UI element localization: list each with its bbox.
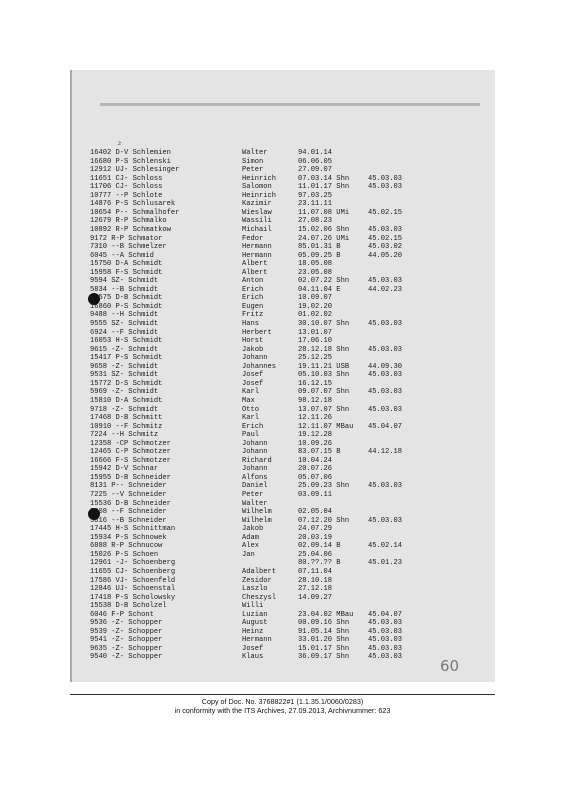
given-name: Karl (242, 414, 260, 423)
date: 44.12.18 (368, 448, 403, 457)
date: 45.03.02 (368, 243, 403, 252)
given-name: Walter (242, 499, 268, 508)
entry-number-and-surname: 15958 F-S Schmidt (90, 268, 163, 277)
date: 44.05.20 (368, 251, 403, 260)
entry-number-and-surname: 12912 UJ- Schlesinger (90, 166, 180, 175)
birth-date: 19.02.20 (298, 302, 333, 311)
birth-date: 20.03.19 (298, 533, 333, 542)
date: 45.03.03 (368, 482, 403, 491)
entry-number-and-surname: 12465 C-P Schmotzer (90, 448, 171, 457)
entry-number-and-surname: 9531 SZ- Schmidt (90, 371, 159, 380)
birth-date: 06.06.05 (298, 157, 333, 166)
birth-date: 14.09.27 (298, 593, 333, 602)
given-name: Richard (242, 456, 272, 465)
given-name: Johann (242, 354, 268, 363)
birth-date: 01.02.02 (298, 311, 333, 320)
birth-date: 97.03.25 (298, 191, 333, 200)
birth-date: 18.05.08 (298, 260, 333, 269)
given-name: Paul (242, 431, 260, 440)
given-name: Luzian (242, 610, 268, 619)
index-mark: 2 (118, 141, 122, 147)
date: 45.03.03 (368, 388, 403, 397)
given-name: Simon (242, 157, 264, 166)
birth-date: 17.06.10 (298, 337, 333, 346)
entry-number-and-surname: 12679 R-P Schmalko (90, 217, 167, 226)
birth-date: 12.11.26 (298, 414, 333, 423)
birth-date: 07.12.20 Shn (298, 516, 350, 525)
birth-date: 25.12.25 (298, 354, 333, 363)
given-name: Erich (242, 294, 264, 303)
entry-number-and-surname: 9541 -Z- Schopper (90, 636, 163, 645)
given-name: Eugen (242, 302, 264, 311)
given-name: Hans (242, 320, 260, 328)
birth-date: 13.07.07 Shn (298, 405, 350, 414)
date: 45.03.03 (368, 653, 403, 662)
birth-date: 25.04.06 (298, 550, 333, 559)
birth-date: 20.07.26 (298, 465, 333, 474)
date: 45.03.03 (368, 636, 403, 645)
entry-number-and-surname: 6888 R-P Schnucow (90, 542, 163, 551)
date: 45.01.23 (368, 559, 403, 568)
given-name: Josef (242, 379, 264, 388)
entry-number-and-surname: 6046 F-P Schont (90, 610, 154, 619)
given-name: Kazimir (242, 200, 272, 209)
entry-number-and-surname: 16402 D-V Schlemien (90, 149, 171, 157)
entry-number-and-surname: 15810 D-A Schmidt (90, 396, 163, 405)
given-name: Jan (242, 550, 255, 559)
birth-date: 12.11.07 MBau (298, 422, 354, 431)
given-name: Wassili (242, 217, 272, 226)
paper-fold-edge (100, 103, 480, 106)
entry-number-and-surname: 9615 -Z- Schmidt (90, 345, 159, 354)
entry-number-and-surname: 16860 P-S Schmidt (90, 302, 163, 311)
given-name: Anton (242, 277, 264, 286)
given-name: Jakob (242, 525, 264, 534)
date: 45.03.03 (368, 277, 403, 286)
entry-number-and-surname: 9488 --H Schmidt (90, 311, 159, 320)
entry-number-and-surname: 10892 R-P Schmatkow (90, 225, 171, 234)
given-name: Jakob (242, 345, 264, 354)
date: 45.04.07 (368, 422, 403, 431)
given-name: Karl (242, 388, 260, 397)
birth-date: 07.03.14 Shn (298, 174, 350, 183)
entry-number-and-surname: 5816 --B Schneider (90, 516, 167, 525)
date: 45.03.03 (368, 627, 403, 636)
entry-number-and-surname: 5969 -Z- Schmidt (90, 388, 159, 397)
given-name: Erich (242, 285, 264, 294)
entry-number-and-surname: 12358 -CP Schmotzer (90, 439, 171, 448)
date: 45.03.03 (368, 345, 403, 354)
entry-number-and-surname: 14876 P-S Schlusarek (90, 200, 176, 209)
entry-number-and-surname: 9635 -Z- Schopper (90, 644, 163, 653)
entry-number-and-surname: 10654 P-- Schmalhofer (90, 208, 180, 217)
date: 45.03.03 (368, 619, 403, 628)
entry-number-and-surname: 15536 D-B Schneider (90, 499, 171, 508)
date: 45.03.03 (368, 405, 403, 414)
birth-date: 27.12.18 (298, 585, 333, 594)
entry-number-and-surname: 15955 D-B Schneider (90, 473, 171, 482)
entry-number-and-surname: 9555 SZ- Schmidt (90, 320, 159, 328)
entry-number-and-surname: 17586 VJ- Schoenfeld (90, 576, 176, 585)
archive-footer (0, 697, 565, 715)
birth-date: 24.07.26 UMi (298, 234, 350, 243)
birth-date: 11.07.08 UMi (298, 208, 350, 217)
given-name: Adam (242, 533, 260, 542)
birth-date: 36.09.17 Shn (298, 653, 350, 662)
given-name: Zesidor (242, 576, 272, 585)
entry-number-and-surname: 15942 D-V Schnar (90, 465, 159, 474)
birth-date: 19.11.21 USB (298, 362, 350, 371)
birth-date: 25.09.23 Shn (298, 482, 350, 491)
given-name: Hermann (242, 243, 272, 252)
given-name: Klaus (242, 653, 264, 662)
entry-number-and-surname: 15575 D-B Schmidt (90, 294, 163, 303)
given-name: Alex (242, 542, 260, 551)
given-name: Erich (242, 422, 264, 431)
given-name: Otto (242, 405, 260, 414)
prisoner-list (90, 149, 470, 679)
given-name: Salomon (242, 183, 272, 192)
entry-number-and-surname: 7225 --V Schneider (90, 491, 167, 499)
given-name: Albert (242, 260, 268, 269)
entry-number-and-surname: 15934 P-S Schnowek (90, 533, 167, 542)
birth-date: 00.09.16 Shn (298, 619, 350, 628)
birth-date: 02.05.04 (298, 508, 333, 517)
date: 45.02.15 (368, 234, 403, 243)
birth-date: 10.09.07 (298, 294, 333, 303)
birth-date: 15.02.06 Shn (298, 225, 350, 234)
birth-date: 85.01.31 B (298, 243, 341, 252)
entry-number-and-surname: 9172 R-P Schmator (90, 234, 163, 243)
date: 44.09.30 (368, 362, 403, 371)
birth-date: 98.12.18 (298, 396, 333, 405)
birth-date: 28.12.18 Shn (298, 345, 350, 354)
given-name: Herbert (242, 328, 272, 337)
date: 45.02.15 (368, 208, 403, 217)
entry-number-and-surname: 9540 -Z- Schopper (90, 653, 163, 662)
date: 45.03.03 (368, 174, 403, 183)
given-name: Wilhelm (242, 516, 272, 525)
footer-conformity-line: in conformity with the ITS Archives, 27.09.2013, Archivnummer: 623 (174, 706, 391, 715)
given-name: Max (242, 396, 255, 405)
given-name: Michail (242, 225, 272, 234)
birth-date: 10.09.26 (298, 439, 333, 448)
entry-number-and-surname: 15750 D-A Schmidt (90, 260, 163, 269)
birth-date: 33.01.20 Shn (298, 636, 350, 645)
given-name: Johann (242, 439, 268, 448)
entry-number-and-surname: 17468 D-B Schmitt (90, 414, 163, 423)
given-name: Heinrich (242, 191, 277, 200)
birth-date: 94.01.14 (298, 149, 333, 157)
birth-date: 03.09.11 (298, 491, 333, 499)
birth-date: 05.09.25 B (298, 251, 341, 260)
given-name: Hermann (242, 636, 272, 645)
entry-number-and-surname: 15772 D-S Schmidt (90, 379, 163, 388)
entry-number-and-surname: 9536 -Z- Schopper (90, 619, 163, 628)
birth-date: 27.08.23 (298, 217, 333, 226)
given-name: Albert (242, 268, 268, 277)
given-name: Peter (242, 166, 264, 175)
birth-date: 27.09.07 (298, 166, 333, 175)
entry-number-and-surname: 17445 H-S Schnittman (90, 525, 176, 534)
entry-number-and-surname: 9718 -Z- Schmidt (90, 405, 159, 414)
entry-number-and-surname: 11655 CJ- Schoenberg (90, 567, 176, 576)
birth-date: 83.07.15 B (298, 448, 341, 457)
entry-number-and-surname: 6924 --F Schmidt (90, 328, 159, 337)
date: 45.03.03 (368, 320, 403, 328)
date: 45.03.03 (368, 644, 403, 653)
given-name: Laszlo (242, 585, 268, 594)
entry-number-and-surname: 9539 -Z- Schopper (90, 627, 163, 636)
entry-number-and-surname: 6045 --A Schmid (90, 251, 154, 260)
given-name: Peter (242, 491, 264, 499)
date: 45.03.03 (368, 183, 403, 192)
entry-number-and-surname: 15538 D-B Scholzel (90, 602, 167, 611)
entry-number-and-surname: 15026 P-S Schoen (90, 550, 159, 559)
entry-number-and-surname: 15417 P-S Schmidt (90, 354, 163, 363)
entry-number-and-surname: 9658 -Z- Schmidt (90, 362, 159, 371)
birth-date: 02.09.14 B (298, 542, 341, 551)
entry-number-and-surname: 5834 --B Schmidt (90, 285, 159, 294)
birth-date: 05.10.03 Shn (298, 371, 350, 380)
birth-date: 09.07.07 Shn (298, 388, 350, 397)
entry-number-and-surname: 16680 P-S Schlenski (90, 157, 171, 166)
given-name: Daniel (242, 482, 268, 491)
given-name: Johann (242, 465, 268, 474)
entry-number-and-surname: 9594 SZ- Schmidt (90, 277, 159, 286)
birth-date: 80.??.?? B (298, 559, 341, 568)
given-name: Alfons (242, 473, 268, 482)
given-name: Josef (242, 644, 264, 653)
given-name: Wieslaw (242, 208, 272, 217)
date: 45.04.07 (368, 610, 403, 619)
entry-number-and-surname: 7310 --B Schmelzer (90, 243, 167, 252)
given-name: Wilhelm (242, 508, 272, 517)
given-name: Josef (242, 371, 264, 380)
date: 45.03.03 (368, 371, 403, 380)
entry-number-and-surname: 12846 UJ- Schoenstal (90, 585, 176, 594)
date: 44.02.23 (368, 285, 403, 294)
birth-date: 15.01.17 Shn (298, 644, 350, 653)
given-name: August (242, 619, 268, 628)
birth-date: 19.12.28 (298, 431, 333, 440)
given-name: Fedor (242, 234, 264, 243)
given-name: Heinz (242, 627, 264, 636)
entry-number-and-surname: 10910 --F Schmitz (90, 422, 163, 431)
given-name: Heinrich (242, 174, 277, 183)
birth-date: 30.10.07 Shn (298, 320, 350, 328)
entry-number-and-surname: 11706 CJ- Schloss (90, 183, 163, 192)
entry-number-and-surname: 9208 --F Schneider (90, 508, 167, 517)
birth-date: 23.04.02 MBau (298, 610, 354, 619)
entry-number-and-surname: 8131 P-- Schneider (90, 482, 167, 491)
given-name: Fritz (242, 311, 264, 320)
date: 45.03.03 (368, 516, 403, 525)
given-name: Johann (242, 448, 268, 457)
entry-number-and-surname: 11651 CJ- Schloss (90, 174, 163, 183)
entry-number-and-surname: 7224 --H Schmitz (90, 431, 159, 440)
birth-date: 13.01.07 (298, 328, 333, 337)
birth-date: 23.11.11 (298, 200, 333, 209)
given-name: Willi (242, 602, 264, 611)
given-name: Adalbert (242, 567, 277, 576)
footer-copy-line: Copy of Doc. No. 3768822#1 (1.1.35.1/0060/0283) (201, 697, 364, 706)
birth-date: 02.07.22 Shn (298, 277, 350, 286)
entry-number-and-surname: 10777 --P Schlote (90, 191, 163, 200)
given-name: Cheszysl (242, 593, 277, 602)
birth-date: 11.01.17 Shn (298, 183, 350, 192)
birth-date: 07.11.04 (298, 567, 333, 576)
entry-number-and-surname: 16053 H-S Schmidt (90, 337, 163, 346)
footer-rule (70, 694, 495, 695)
birth-date: 91.05.14 Shn (298, 627, 350, 636)
handwritten-page-number: 60 (440, 657, 460, 675)
given-name: Walter (242, 149, 268, 157)
entry-number-and-surname: 16666 F-S Schmotzer (90, 456, 171, 465)
birth-date: 05.07.06 (298, 473, 333, 482)
given-name: Johannes (242, 362, 277, 371)
given-name: Horst (242, 337, 264, 346)
birth-date: 16.12.15 (298, 379, 333, 388)
birth-date: 04.11.04 E (298, 285, 341, 294)
date: 45.02.14 (368, 542, 403, 551)
entry-number-and-surname: 17418 P-S Scholowsky (90, 593, 176, 602)
birth-date: 10.04.24 (298, 456, 333, 465)
given-name: Hermann (242, 251, 272, 260)
date: 45.03.03 (368, 225, 403, 234)
birth-date: 24.07.29 (298, 525, 333, 534)
birth-date: 23.05.08 (298, 268, 333, 277)
birth-date: 28.10.18 (298, 576, 333, 585)
entry-number-and-surname: 12961 -J- Schoenberg (90, 559, 176, 568)
